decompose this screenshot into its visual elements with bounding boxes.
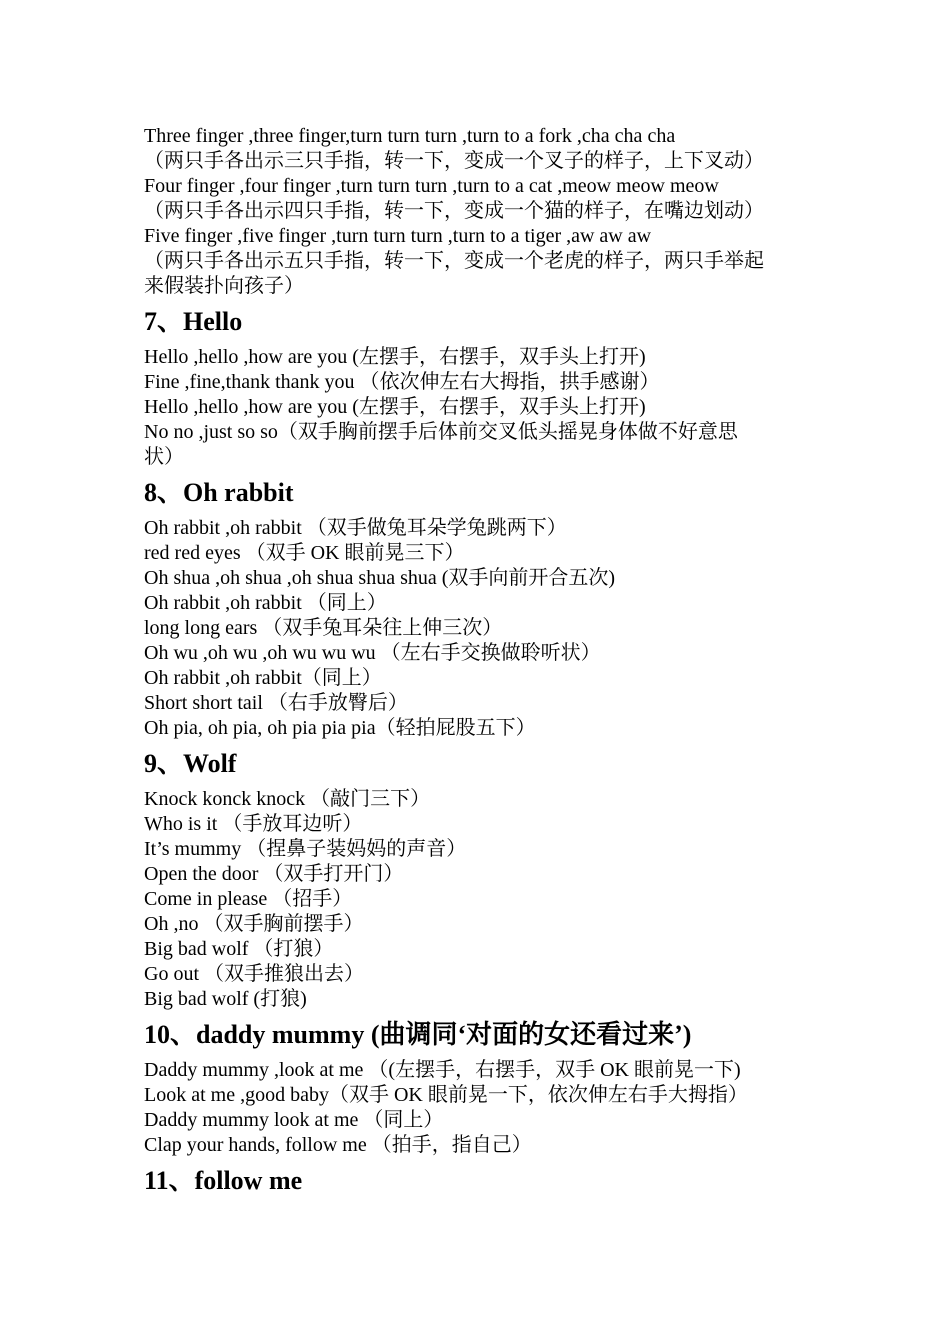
text-line: Oh shua ,oh shua ,oh shua shua shua (双手向前开合五次) [144, 567, 616, 589]
text-line: Knock konck knock （敲门三下） [144, 788, 431, 810]
text-line: Go out （双手推狼出去） [144, 963, 364, 985]
text-line: Oh wu ,oh wu ,oh wu wu wu （左右手交换做聆听状） [144, 642, 601, 664]
text-line: Oh rabbit ,oh rabbit（同上） [144, 667, 382, 689]
text-line: Oh rabbit ,oh rabbit （双手做兔耳朵学兔跳两下） [144, 517, 567, 539]
section-heading-follow-me: 11、follow me [144, 1166, 303, 1195]
text-line: Five finger ,five finger ,turn turn turn ,turn to a tiger ,aw aw aw [144, 225, 652, 247]
text-line: Come in please （招手） [144, 888, 353, 910]
section-body-wolf [144, 787, 824, 1012]
section-body-daddy-mummy [144, 1058, 824, 1158]
text-line: （两只手各出示五只手指，转一下，变成一个老虎的样子，两只手举起 [144, 250, 764, 272]
text-line: Daddy mummy look at me （同上） [144, 1109, 444, 1131]
text-line: Clap your hands, follow me （拍手，指自己） [144, 1134, 532, 1156]
section-heading-daddy-mummy: 10、daddy mummy (曲调同‘对面的女还看过来’) [144, 1020, 692, 1049]
text-line: No no ,just so so（双手胸前摆手后体前交叉低头摇晃身体做不好意思 [144, 421, 738, 443]
section-heading-oh-rabbit: 8、Oh rabbit [144, 478, 294, 507]
text-line: （两只手各出示四只手指，转一下，变成一个猫的样子，在嘴边划动） [144, 200, 764, 222]
text-line: Daddy mummy ,look at me （(左摆手，右摆手，双手 OK 眼前晃一下) [144, 1059, 741, 1081]
text-line: Look at me ,good baby（双手 OK 眼前晃一下，依次伸左右手大拇指） [144, 1084, 748, 1106]
text-line: Short short tail （右手放臀后） [144, 692, 408, 714]
text-line: It’s mummy （捏鼻子装妈妈的声音） [144, 838, 467, 860]
text-line: （两只手各出示三只手指，转一下，变成一个叉子的样子，上下叉动） [144, 150, 764, 172]
text-line: Oh pia, oh pia, oh pia pia pia（轻拍屁股五下） [144, 717, 536, 739]
text-line: Open the door （双手打开门） [144, 863, 404, 885]
document-page [144, 124, 824, 1204]
text-line: Oh rabbit ,oh rabbit （同上） [144, 592, 387, 614]
intro-lines [144, 124, 824, 299]
section-heading-hello: 7、Hello [144, 307, 243, 336]
text-line: Three finger ,three finger,turn turn turn ,turn to a fork ,cha cha cha [144, 125, 676, 147]
text-line: red red eyes （双手 OK 眼前晃三下） [144, 542, 465, 564]
text-line: Fine ,fine,thank thank you （依次伸左右大拇指，拱手感谢） [144, 371, 660, 393]
text-line: Big bad wolf (打狼) [144, 988, 307, 1010]
text-line: 来假装扑向孩子） [144, 275, 304, 297]
text-line: Who is it （手放耳边听） [144, 813, 363, 835]
text-line: Four finger ,four finger ,turn turn turn ,turn to a cat ,meow meow meow [144, 175, 719, 197]
section-body-hello [144, 345, 824, 470]
text-line: 状） [144, 446, 184, 468]
text-line: Hello ,hello ,how are you (左摆手，右摆手，双手头上打开) [144, 396, 646, 418]
text-line: Big bad wolf （打狼） [144, 938, 334, 960]
text-line: Oh ,no （双手胸前摆手） [144, 913, 364, 935]
section-heading-wolf: 9、Wolf [144, 749, 237, 778]
text-line: Hello ,hello ,how are you (左摆手，右摆手，双手头上打开) [144, 346, 646, 368]
text-line: long long ears （双手兔耳朵往上伸三次） [144, 617, 503, 639]
section-body-oh-rabbit [144, 516, 824, 741]
